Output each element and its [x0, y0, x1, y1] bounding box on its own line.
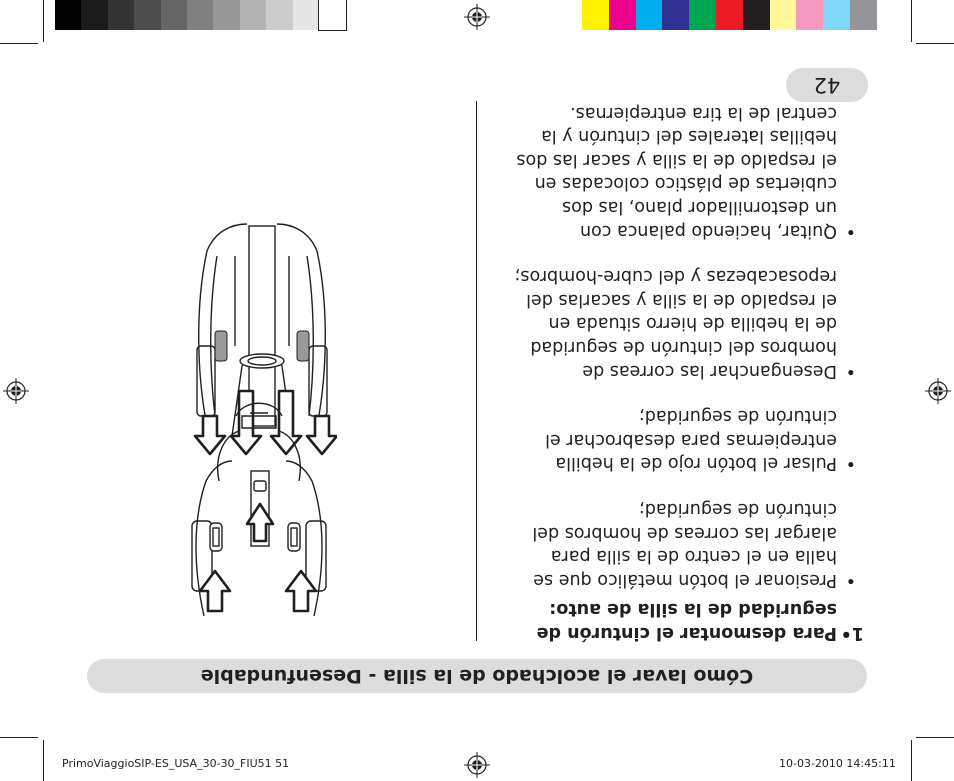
instruction-line: el respaldo de la silla y sacarlas del	[526, 289, 837, 310]
instruction-line: Presionar el botón metálico que se	[533, 569, 837, 590]
footer-filename: PrimoViaggioSIP-ES_USA_30-30_FIU51 51	[62, 757, 290, 770]
instruction-line: hombros del cinturón de seguridad	[530, 337, 837, 358]
page-title	[87, 659, 867, 693]
instruction-line: cinturón de seguridad;	[638, 499, 837, 520]
instruction-line: cubiertas de plástico colocadas en	[534, 173, 837, 194]
column-divider	[476, 101, 477, 641]
seat-buckle-removal-illustration	[184, 396, 334, 631]
bullet-marker: •	[845, 569, 856, 590]
instruction-line: cinturón de seguridad;	[638, 406, 837, 427]
instruction-line: un destornillador plano, las dos	[562, 197, 837, 218]
instruction-line: halla en el centro de la silla para	[550, 546, 837, 567]
instruction-line: reposacabezas y del cubre-hombros;	[514, 266, 837, 287]
footer-timestamp: 10-03-2010 14:45:11	[779, 757, 896, 770]
instruction-line: Desenganchar las correas de	[582, 360, 837, 381]
instruction-item	[484, 264, 864, 382]
instruction-list	[484, 100, 864, 591]
instruction-item	[484, 100, 864, 242]
bullet-marker: •	[845, 453, 856, 474]
instruction-line: Pulsar el botón rojo de la hebilla	[555, 453, 837, 474]
instruction-line: central de la tira entrepiernas.	[570, 102, 837, 123]
instruction-line: hebillas laterales del cinturón y la	[541, 126, 837, 147]
instruction-line: de la hebilla de hierro situada en	[548, 313, 837, 334]
section-heading-line: seguridad de la silla de auto:	[549, 599, 837, 620]
page-number-text: 42	[813, 73, 841, 97]
bullet-marker: •	[845, 360, 856, 381]
instruction-line: entrepiernas para desabrochar el	[545, 429, 837, 450]
page-title-text: Cómo lavar el acolchado de la silla - Desenfundable	[200, 665, 754, 687]
instruction-line: el respaldo de la silla y sacar las dos	[516, 149, 837, 170]
section-heading-text	[537, 597, 837, 644]
bullet-marker: •	[845, 220, 856, 241]
instruction-line: alargar las correas de hombros del	[532, 522, 837, 543]
section-heading-line: Para desmontar el cinturón de	[536, 623, 837, 643]
section-number: 1•	[840, 623, 864, 643]
instruction-item	[484, 496, 864, 590]
section-heading	[484, 597, 864, 644]
page-number	[786, 68, 868, 102]
instruction-item	[484, 404, 864, 475]
instruction-line: Quitar, haciendo palanca con	[579, 220, 837, 241]
instructions-column	[484, 78, 864, 644]
